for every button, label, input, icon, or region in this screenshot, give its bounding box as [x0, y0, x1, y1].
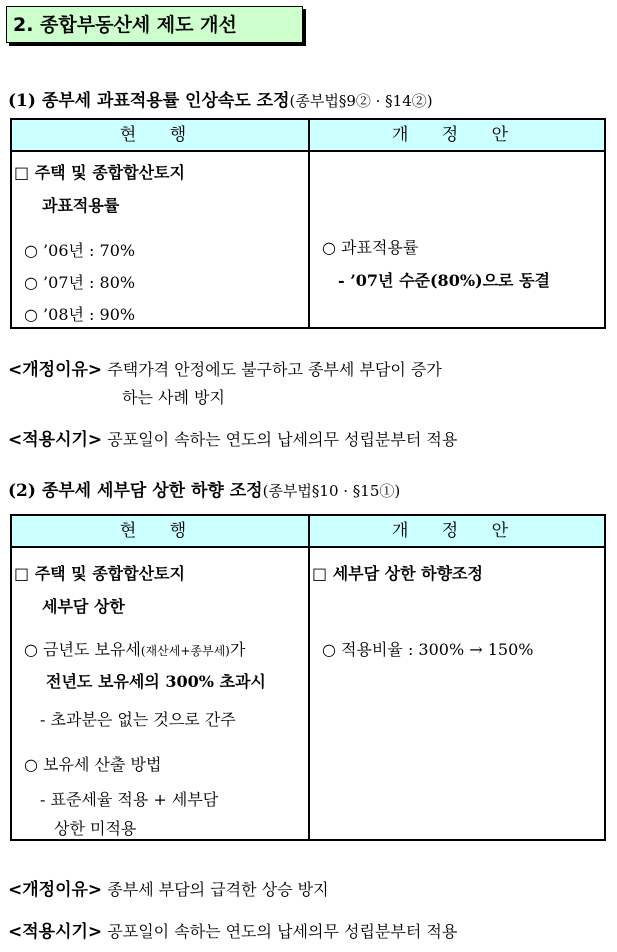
current-item-2006: ○ ’06년 : 70% — [24, 241, 136, 260]
current2-item1-a: ○ 금년도 보유세 — [24, 640, 141, 659]
current2-item2-sub1: - 표준세율 적용 + 세부담 — [40, 790, 219, 809]
current2-item1-b: 가 — [229, 640, 246, 659]
reason-label-2: <개정이유> — [8, 880, 103, 900]
current2-item1-sub: - 초과분은 없는 것으로 간주 — [40, 710, 236, 729]
header-current: 현 행 — [11, 119, 309, 151]
apply-note-2 — [8, 917, 457, 942]
current2-item1-line2: 전년도 보유세의 300% 초과시 — [46, 672, 266, 691]
proposal2-title: □ 세부담 상한 하향조정 — [312, 564, 483, 583]
current2-item2: ○ 보유세 산출 방법 — [24, 755, 162, 774]
subsection-heading-1 — [8, 86, 433, 111]
law-reference-2: (종부법§10 · §15①) — [262, 482, 401, 500]
apply-text-1: 공포일이 속하는 연도의 납세의무 성립분부터 적용 — [107, 430, 458, 449]
reason-note-2 — [8, 875, 329, 900]
subsection-heading-1-text: (1) 종부세 과표적용률 인상속도 조정 — [8, 91, 290, 111]
reason-note-1 — [8, 355, 442, 380]
reason-text-1b: 하는 사례 방지 — [122, 388, 225, 407]
apply-text-2: 공포일이 속하는 연도의 납세의무 성립분부터 적용 — [107, 922, 458, 941]
current2-title-2: 세부담 상한 — [42, 597, 125, 616]
reason-text-1: 주택가격 안정에도 불구하고 종부세 부담이 증가 — [107, 360, 442, 379]
header-current-2: 현 행 — [11, 515, 309, 547]
header-proposal: 개 정 안 — [309, 119, 605, 151]
proposal-cell-2 — [309, 547, 605, 840]
apply-note-1 — [8, 425, 457, 450]
comparison-table-1 — [10, 118, 606, 329]
current-item-2007: ○ ’07년 : 80% — [24, 273, 136, 292]
apply-label-1: <적용시기> — [8, 430, 103, 450]
section-title: 2. 종합부동산세 제도 개선 — [6, 6, 303, 43]
header-proposal-2: 개 정 안 — [309, 515, 605, 547]
current2-title-1: □ 주택 및 종합합산토지 — [14, 564, 185, 583]
reason-text-2: 종부세 부담의 급격한 상승 방지 — [107, 880, 329, 899]
current2-item2-sub2: 상한 미적용 — [54, 819, 137, 838]
reason-label-1: <개정이유> — [8, 360, 103, 380]
apply-label-2: <적용시기> — [8, 922, 103, 942]
subsection-heading-2 — [8, 476, 400, 501]
proposal-item: ○ 과표적용률 — [322, 238, 419, 257]
current-item-2008: ○ ’08년 : 90% — [24, 305, 136, 324]
current2-item1-small: (재산세+종부세) — [140, 644, 230, 658]
proposal2-item: ○ 적용비율 : 300% → 150% — [322, 640, 534, 659]
subsection-heading-2-text: (2) 종부세 세부담 상한 하향 조정 — [8, 481, 263, 501]
proposal-sub: - ’07년 수준(80%)으로 동결 — [338, 271, 550, 290]
current-title-2: 과표적용률 — [42, 196, 120, 215]
current-title-1: □ 주택 및 종합합산토지 — [14, 163, 185, 182]
law-reference-1: (종부법§9② · §14②) — [289, 92, 433, 110]
current2-item1 — [24, 637, 245, 660]
